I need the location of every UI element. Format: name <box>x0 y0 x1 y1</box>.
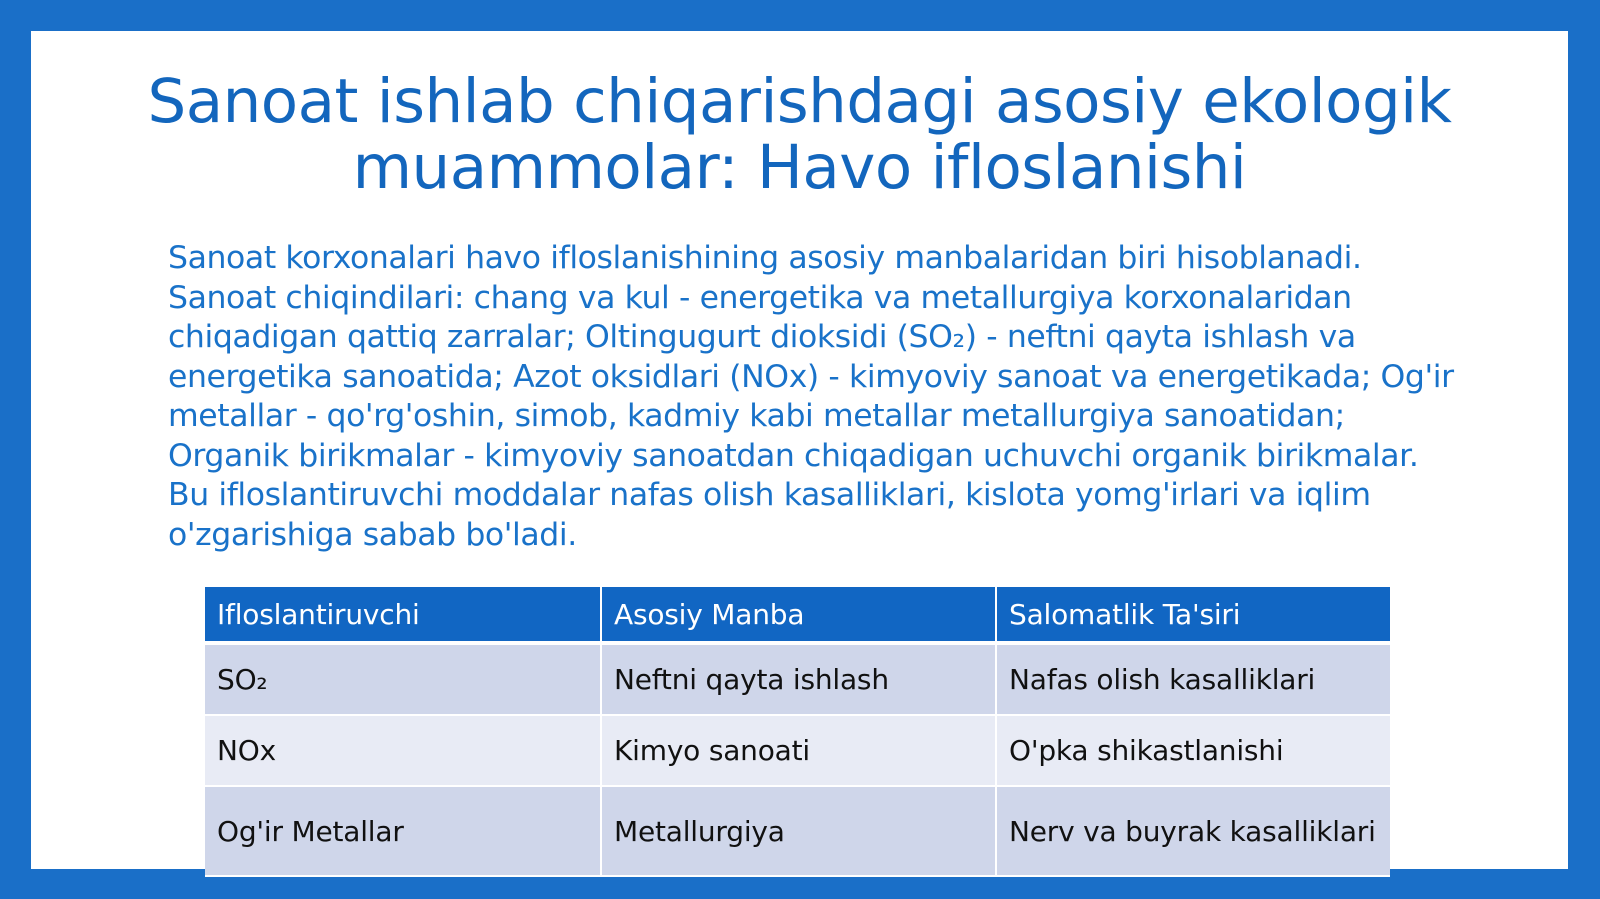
header-health-impact: Salomatlik Ta'siri <box>996 587 1390 643</box>
cell-pollutant: SO₂ <box>205 643 601 715</box>
cell-main-source: Neftni qayta ishlash <box>601 643 996 715</box>
table-row <box>205 643 1390 715</box>
slide-body-text: Sanoat korxonalari havo ifloslanishining asosiy manbalaridan biri hisoblanadi. Sanoat chiqindilari: chang va kul - energetika va metallurgiya korxonalaridan chiqadigan qattiq zarralar; Oltingugurt dioksidi (SO₂) - neftni qayta ishlash va energetika sanoatida; Azot oksidlari (NOx) - kimyoviy sanoat va energetikada; Og'ir metallar - qo'rg'oshin, simob, kadmiy kabi metallar metallurgiya sanoatidan; Organik birikmalar - kimyoviy sanoatdan chiqadigan uchuvchi organik birikmalar. Bu ifloslantiruvchi moddalar nafas olish kasalliklari, kislota yomg'irlari va iqlim o'zgarishiga sabab bo'ladi. <box>168 240 1454 553</box>
cell-health-impact: Nafas olish kasalliklari <box>996 643 1390 715</box>
slide-title: Sanoat ishlab chiqarishdagi asosiy ekologik muammolar: Havo ifloslanishi <box>147 66 1452 203</box>
cell-main-source: Kimyo sanoati <box>601 715 996 786</box>
table-row <box>205 715 1390 786</box>
table-row <box>205 786 1390 876</box>
header-main-source: Asosiy Manba <box>601 587 996 643</box>
header-pollutant: Ifloslantiruvchi <box>205 587 601 643</box>
pollutants-table <box>205 587 1390 877</box>
cell-pollutant: Og'ir Metallar <box>205 786 601 876</box>
cell-main-source: Metallurgiya <box>601 786 996 876</box>
cell-health-impact: O'pka shikastlanishi <box>996 715 1390 786</box>
cell-pollutant: NOx <box>205 715 601 786</box>
table-header-row <box>205 587 1390 643</box>
cell-health-impact: Nerv va buyrak kasalliklari <box>996 786 1390 876</box>
